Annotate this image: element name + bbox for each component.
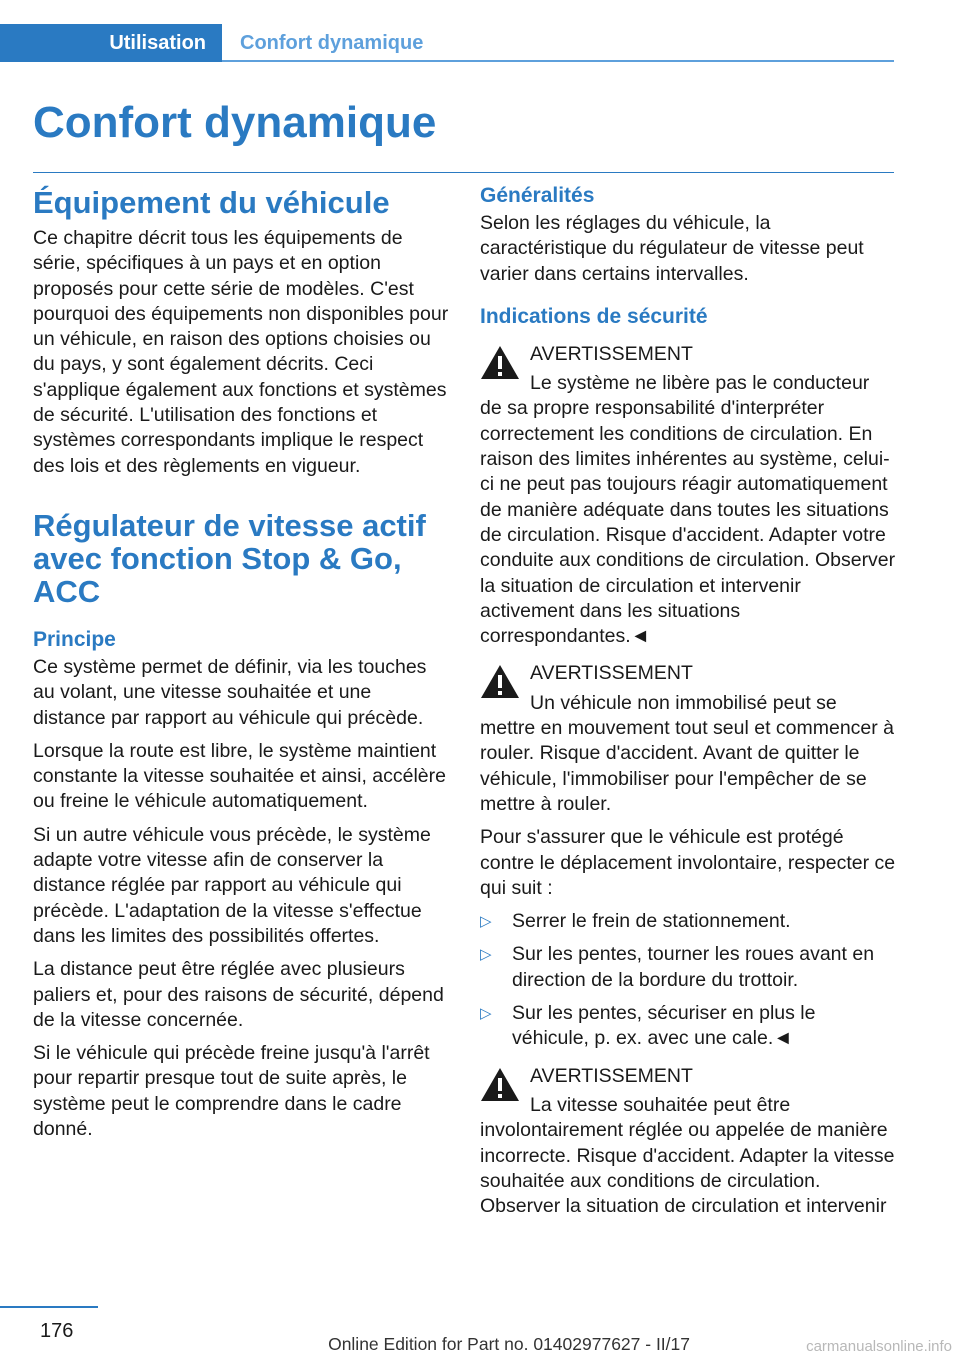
title-divider [33,172,894,173]
warning-title: AVERTISSEMENT [530,1064,693,1087]
general-paragraph: Selon les réglages du véhicule, la caractéristique du régulateur de vitesse peut varier dans certains intervalles. [480,212,864,285]
page-number: 176 [40,1320,74,1342]
watermark: carmanualsonline.info [806,1338,952,1355]
intro-paragraph: Ce chapitre décrit tous les équipements de série, spécifiques à un pays et en option proposés pour cette série de modèles. C'est pourquoi des équipements non disponibles pour un véhicule, en raison des options choisies ou du pays, y sont également décrits. Ceci s'applique également aux fonctions et systèmes de sécurité. L'utilisation des fonctions et systèmes correspondants implique le respect des lois et des règlements en vigueur. [33,227,449,477]
principle-paragraph: Lorsque la route est libre, le système maintient constante la vitesse souhaitée et ainsi, accélère ou freine le véhicule automatiquement. [33,739,446,813]
chapter-title: Régulateur de vitesse actif avec fonction Stop & Go, ACC [33,507,426,609]
bullet-list [480,909,896,1051]
tab-confort-dynamique[interactable]: Confort dynamique [240,32,424,54]
warning-text: La vitesse souhaitée peut être involontairement réglée ou appelée de manière incorrecte. Risque d'accident. Adapter la vitesse souhaitée aux conditions de circulation. Observer la situation de circulation et intervenir [480,1093,895,1218]
list-item-text: Sur les pentes, sécuriser en plus le véhicule, p. ex. avec une cale.◄ [512,1002,816,1050]
header-rule [222,60,894,62]
footer-rule [0,1306,98,1308]
right-column [480,182,896,1227]
principle-paragraph: Si le véhicule qui précède freine jusqu'à l'arrêt pour repartir presque tout de suite après, le système peut le comprendre dans le cadre donné. [33,1042,430,1141]
list-item-text: Serrer le frein de stationnement. [512,910,791,933]
warning-text: Le système ne libère pas le conducteur de sa propre responsabilité d'interpréter correctement les conditions de circulation. En raison des limites inhérentes au système, celui-ci ne peut pas toujours réagir automatiquement de manière adéquate dans toutes les situations de circulation. Risque d'accident. Adapter votre conduite aux conditions de circulation. Observer la situation de circulation et intervenir activement dans les situations correspondantes.◄ [480,372,896,648]
triangle-right-icon: ▷ [480,1005,492,1023]
warning-block [480,1064,896,1220]
section-title: Équipement du véhicule [33,185,390,220]
warning-title: AVERTISSEMENT [530,342,693,365]
edition-note: Online Edition for Part no. 01402977627 - II/17 [328,1334,690,1354]
warning-triangle-icon [480,345,520,380]
tab-utilisation[interactable]: Utilisation [0,24,222,62]
principle-paragraph: Si un autre véhicule vous précède, le système adapte votre vitesse afin de conserver la distance réglée par rapport au véhicule qui précède. L'adaptation de la vitesse s'effectue dans les limites des possibilités offertes. [33,823,431,947]
list-item [480,942,896,993]
warning-block [480,661,896,817]
principle-paragraph: Ce système permet de définir, via les touches au volant, une vitesse souhaitée et une distance par rapport au véhicule qui précède. [33,655,427,729]
list-item [480,909,896,934]
warning-triangle-icon [480,664,520,699]
warning-text: Un véhicule non immobilisé peut se mettre en mouvement tout seul et commencer à rouler. Risque d'accident. Avant de quitter le véhicule, l'immobiliser pour l'empêcher de se mettre à rouler. [480,691,895,815]
page-title: Confort dynamique [33,98,437,147]
warning-triangle-icon [480,1067,520,1102]
principle-paragraph: La distance peut être réglée avec plusieurs paliers et, pour des raisons de sécurité, dépend de la vitesse concernée. [33,958,444,1031]
list-item-text: Sur les pentes, tourner les roues avant en direction de la bordure du trottoir. [512,943,875,991]
ensure-paragraph: Pour s'assurer que le véhicule est protégé contre le déplacement involontaire, respecter ce qui suit : [480,826,896,899]
left-column [33,182,449,1150]
list-item [480,1001,896,1052]
warning-block [480,342,896,650]
safety-heading: Indications de sécurité [480,304,708,328]
triangle-right-icon: ▷ [480,946,492,964]
general-heading: Généralités [480,184,595,207]
header-tabbar [0,24,894,62]
principle-heading: Principe [33,627,116,651]
warning-title: AVERTISSEMENT [530,662,693,685]
triangle-right-icon: ▷ [480,913,492,931]
